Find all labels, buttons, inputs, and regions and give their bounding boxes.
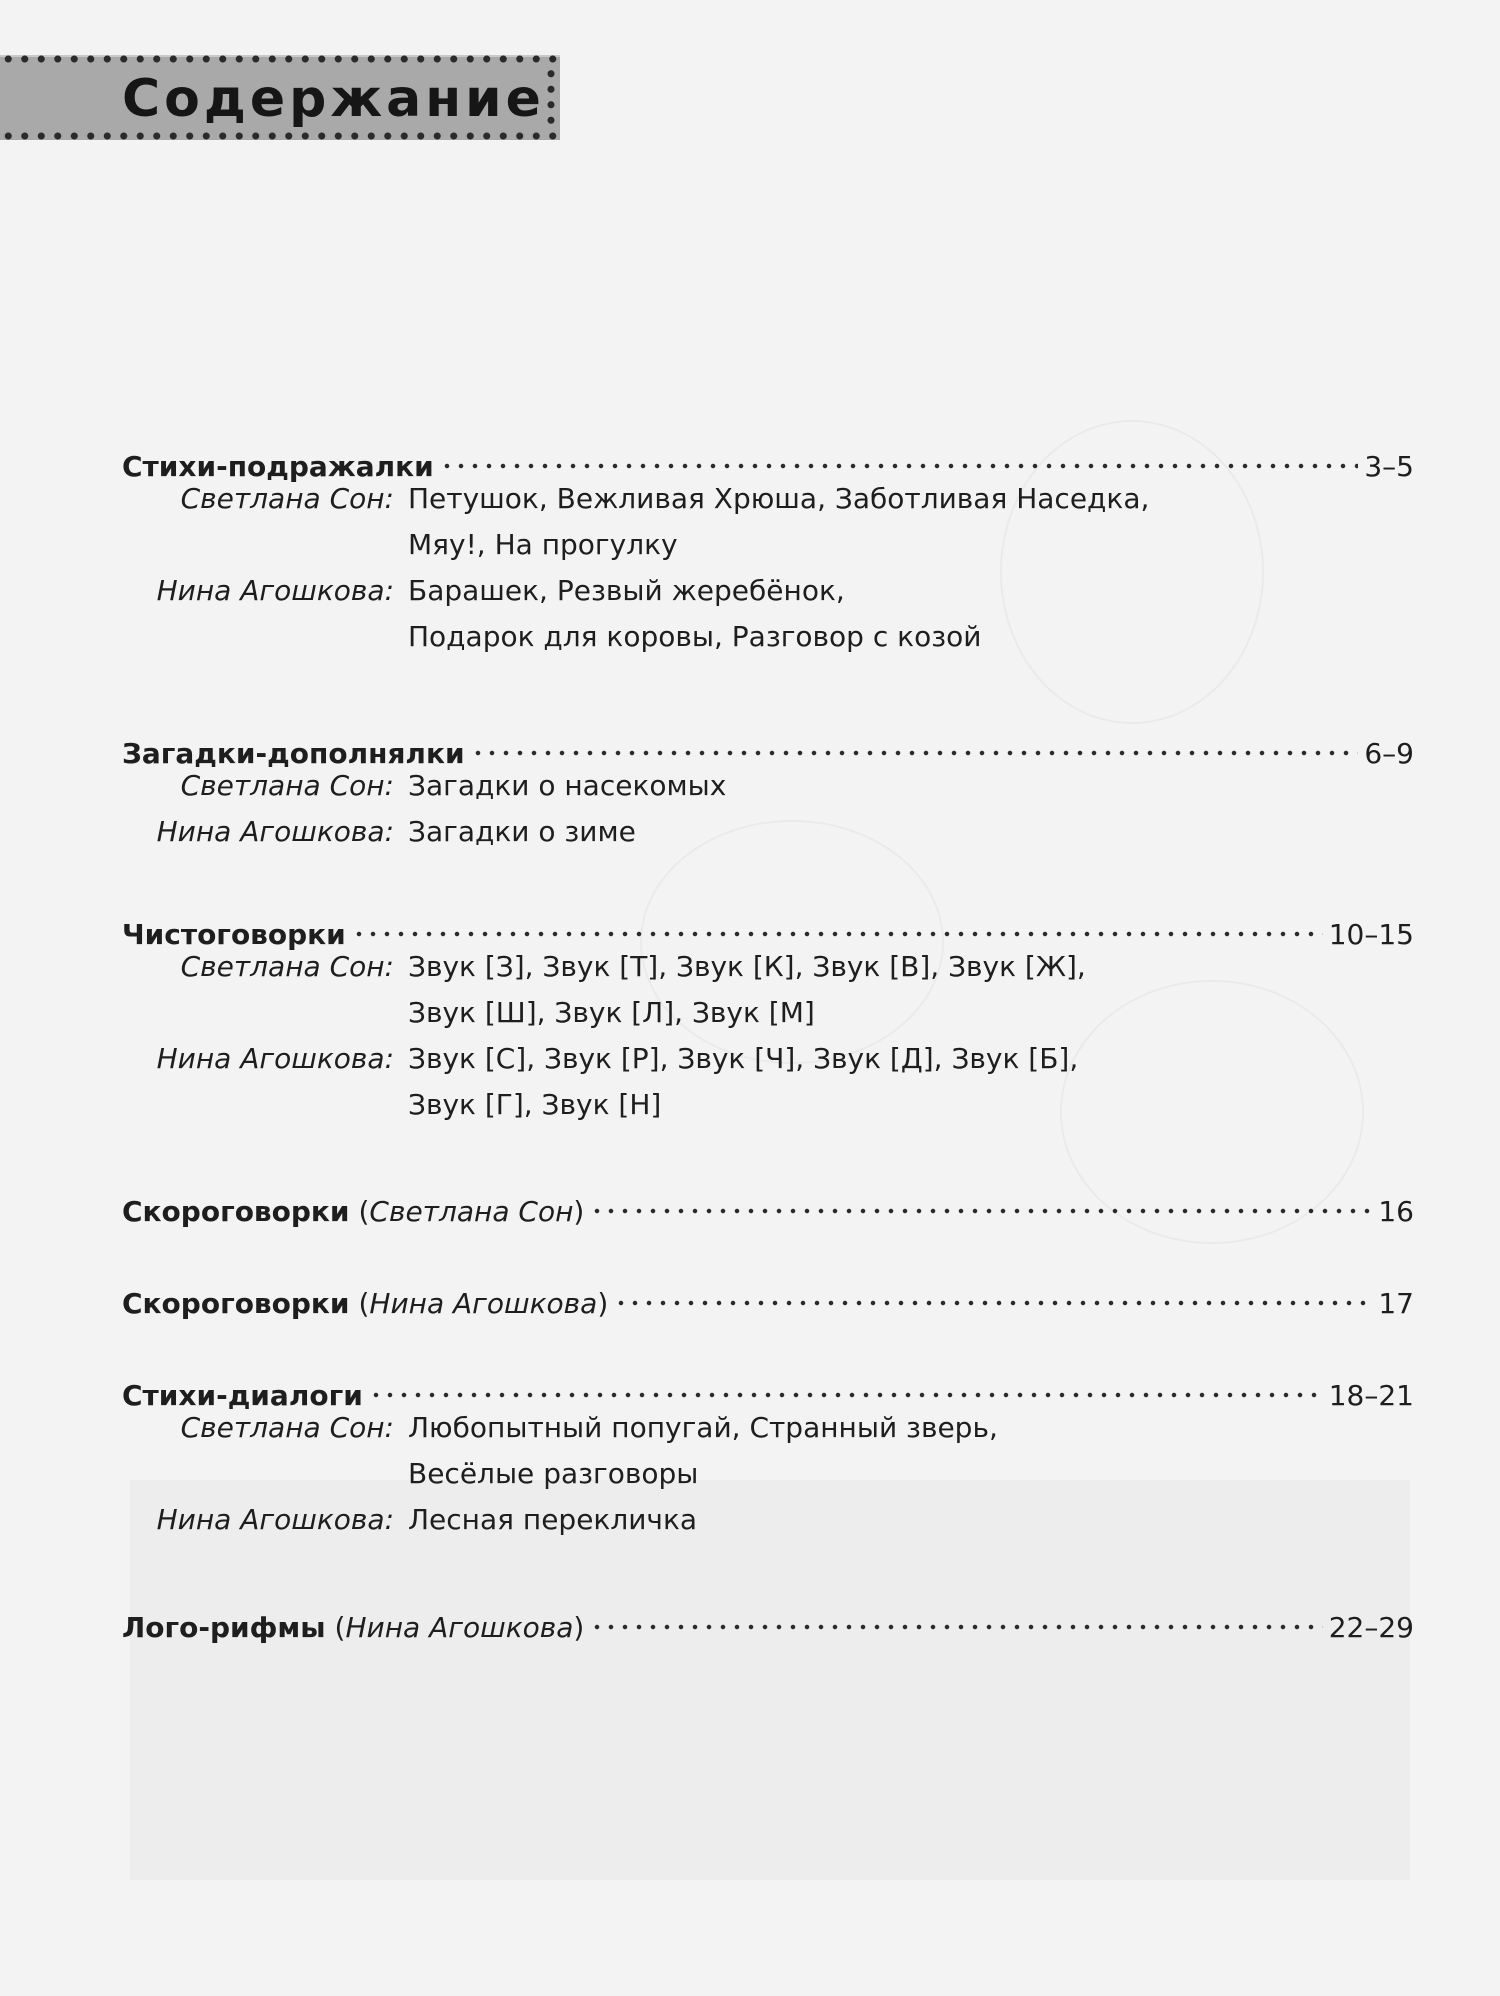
works-line: Любопытный попугай, Странный зверь,: [408, 1411, 998, 1444]
works-line: Лесная перекличка: [408, 1503, 698, 1536]
works-list: [408, 944, 1414, 1036]
works-list: [408, 763, 1414, 809]
author-name: Нина Агошкова:: [156, 1042, 394, 1075]
works-line: Звук [З], Звук [Т], Звук [К], Звук [В], Звук [Ж],: [408, 950, 1086, 983]
works-line: Загадки о зиме: [408, 815, 636, 848]
section-title: Загадки-дополнялки: [122, 737, 465, 770]
works-line: Загадки о насекомых: [408, 769, 727, 802]
section-title: Чистоговорки: [122, 918, 346, 951]
toc-entry-heading-row: [122, 432, 1414, 483]
author-name: Нина Агошкова:: [156, 574, 394, 607]
works-list: [408, 1036, 1414, 1128]
page-numbers: 3–5: [1364, 450, 1414, 483]
toc-entry: [122, 900, 1414, 1128]
title-dots-top: [0, 54, 560, 64]
author-name: Светлана Сон:: [180, 482, 394, 515]
author-works-row: [122, 568, 1414, 660]
toc-entry-heading-row: [122, 900, 1414, 951]
page-numbers: 10–15: [1328, 918, 1414, 951]
works-line: Мяу!, На прогулку: [408, 528, 678, 561]
works-list: [408, 1497, 1414, 1543]
dot-leader: [369, 1361, 1323, 1405]
works-list: [408, 476, 1414, 568]
section-author: (Светлана Сон): [349, 1195, 585, 1228]
section-title: Стихи-подражалки: [122, 450, 434, 483]
toc-entry: [122, 1361, 1414, 1543]
works-line: Петушок, Вежливая Хрюша, Заботливая Наседка,: [408, 482, 1150, 515]
author-works-row: [122, 1497, 1414, 1543]
toc-entry: [122, 1177, 1414, 1228]
section-title: Стихи-диалоги: [122, 1379, 363, 1412]
page-title: Содержание: [122, 69, 545, 129]
author-name: Светлана Сон:: [180, 1411, 394, 1444]
works-list: [408, 1405, 1414, 1497]
works-line: Звук [С], Звук [Р], Звук [Ч], Звук [Д], Звук [Б],: [408, 1042, 1079, 1075]
dot-leader: [614, 1269, 1372, 1313]
toc-entry-heading-row: [122, 1361, 1414, 1412]
section-author: (Нина Агошкова): [325, 1611, 585, 1644]
author-works-row: [122, 1405, 1414, 1497]
toc-entry: [122, 432, 1414, 660]
section-title: Скороговорки: [122, 1195, 350, 1228]
page-numbers: 17: [1378, 1287, 1414, 1320]
author-name: Светлана Сон:: [180, 950, 394, 983]
author-works-row: [122, 944, 1414, 1036]
section-author: (Нина Агошкова): [349, 1287, 609, 1320]
page-numbers: 22–29: [1328, 1611, 1414, 1644]
works-line: Барашек, Резвый жеребёнок,: [408, 574, 845, 607]
author-name: Нина Агошкова:: [156, 1503, 394, 1536]
works-line: Весёлые разговоры: [408, 1457, 699, 1490]
author-name: Нина Агошкова:: [156, 815, 394, 848]
author-works-row: [122, 763, 1414, 809]
dot-leader: [352, 900, 1323, 944]
dot-leader: [440, 432, 1359, 476]
toc-entry: [122, 1269, 1414, 1320]
works-line: Подарок для коровы, Разговор с козой: [408, 620, 982, 653]
section-author-name: Светлана Сон: [369, 1195, 574, 1228]
section-author-name: Нина Агошкова: [369, 1287, 598, 1320]
works-list: [408, 568, 1414, 660]
toc-entry-heading-row: [122, 1593, 1414, 1644]
toc-entry-heading-row: [122, 1269, 1414, 1320]
toc-entry-heading-row: [122, 1177, 1414, 1228]
works-line: Звук [Г], Звук [Н]: [408, 1088, 662, 1121]
dot-leader: [590, 1593, 1322, 1637]
section-title: Лого-рифмы: [122, 1611, 326, 1644]
page-numbers: 6–9: [1364, 737, 1414, 770]
section-title: Скороговорки: [122, 1287, 350, 1320]
toc-entry: [122, 1593, 1414, 1644]
page-numbers: 18–21: [1328, 1379, 1414, 1412]
toc-entry: [122, 719, 1414, 855]
toc-entry-heading-row: [122, 719, 1414, 770]
dot-leader: [590, 1177, 1372, 1221]
author-works-row: [122, 476, 1414, 568]
author-name: Светлана Сон:: [180, 769, 394, 802]
author-works-row: [122, 809, 1414, 855]
author-works-row: [122, 1036, 1414, 1128]
works-list: [408, 809, 1414, 855]
section-author-name: Нина Агошкова: [345, 1611, 574, 1644]
title-dots-right: [546, 66, 556, 128]
page-numbers: 16: [1378, 1195, 1414, 1228]
works-line: Звук [Ш], Звук [Л], Звук [М]: [408, 996, 815, 1029]
dot-leader: [471, 719, 1359, 763]
